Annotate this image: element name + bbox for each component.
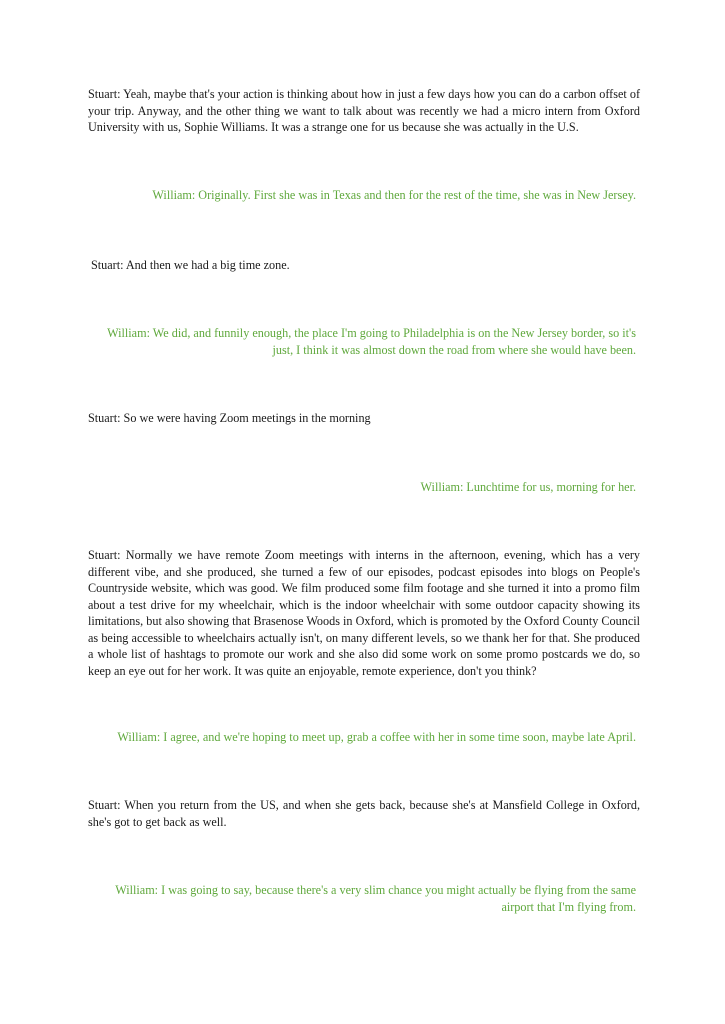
transcript-turn-stuart: Stuart: Yeah, maybe that's your action is thinking about how in just a few days how you can do a carbon offset of your trip. Anyway, and the other thing we want to talk about was recently we had a micro intern from Oxford University with us, Sophie Williams. It was a strange one for us because she was actually in the U.S.: [88, 87, 640, 134]
transcript-turn-william: William: Lunchtime for us, morning for her.: [420, 480, 636, 494]
transcript-turn-stuart: Stuart: And then we had a big time zone.: [91, 258, 290, 272]
transcript-turn-william: William: We did, and funnily enough, the place I'm going to Philadelphia is on the New Jersey border, so it's just, I think it was almost down the road from where she would have been.: [107, 326, 636, 357]
transcript-turn-william: William: I agree, and we're hoping to meet up, grab a coffee with her in some time soon, maybe late April.: [117, 730, 636, 744]
transcript-turn-stuart: Stuart: When you return from the US, and when she gets back, because she's at Mansfield College in Oxford, she's got to get back as well.: [88, 798, 640, 829]
transcript-turn-william: William: I was going to say, because there's a very slim chance you might actually be flying from the same airport that I'm flying from.: [115, 883, 636, 914]
transcript-turn-stuart: Stuart: Normally we have remote Zoom meetings with interns in the afternoon, evening, which has a very different vibe, and she produced, she turned a few of our episodes, podcast episodes into blogs on People's Countryside website, which was good. We film produced some film footage and she turned it into a promo film about a test drive for my wheelchair, which is the indoor wheelchair with some outdoor capacity showing its limitations, but also showing that Brasenose Woods in Oxford, which is promoted by the Oxford County Council as being accessible to wheelchairs actually isn't, on many different levels, so we thank her for that. She produced a whole list of hashtags to promote our work and she also did some work on some promo postcards we do, so keep an eye out for her work. It was quite an enjoyable, remote experience, don't you think?: [88, 548, 640, 678]
transcript-turn-stuart: Stuart: So we were having Zoom meetings in the morning: [88, 411, 371, 425]
transcript-turn-william: William: Originally. First she was in Texas and then for the rest of the time, she was in New Jersey.: [152, 188, 636, 202]
